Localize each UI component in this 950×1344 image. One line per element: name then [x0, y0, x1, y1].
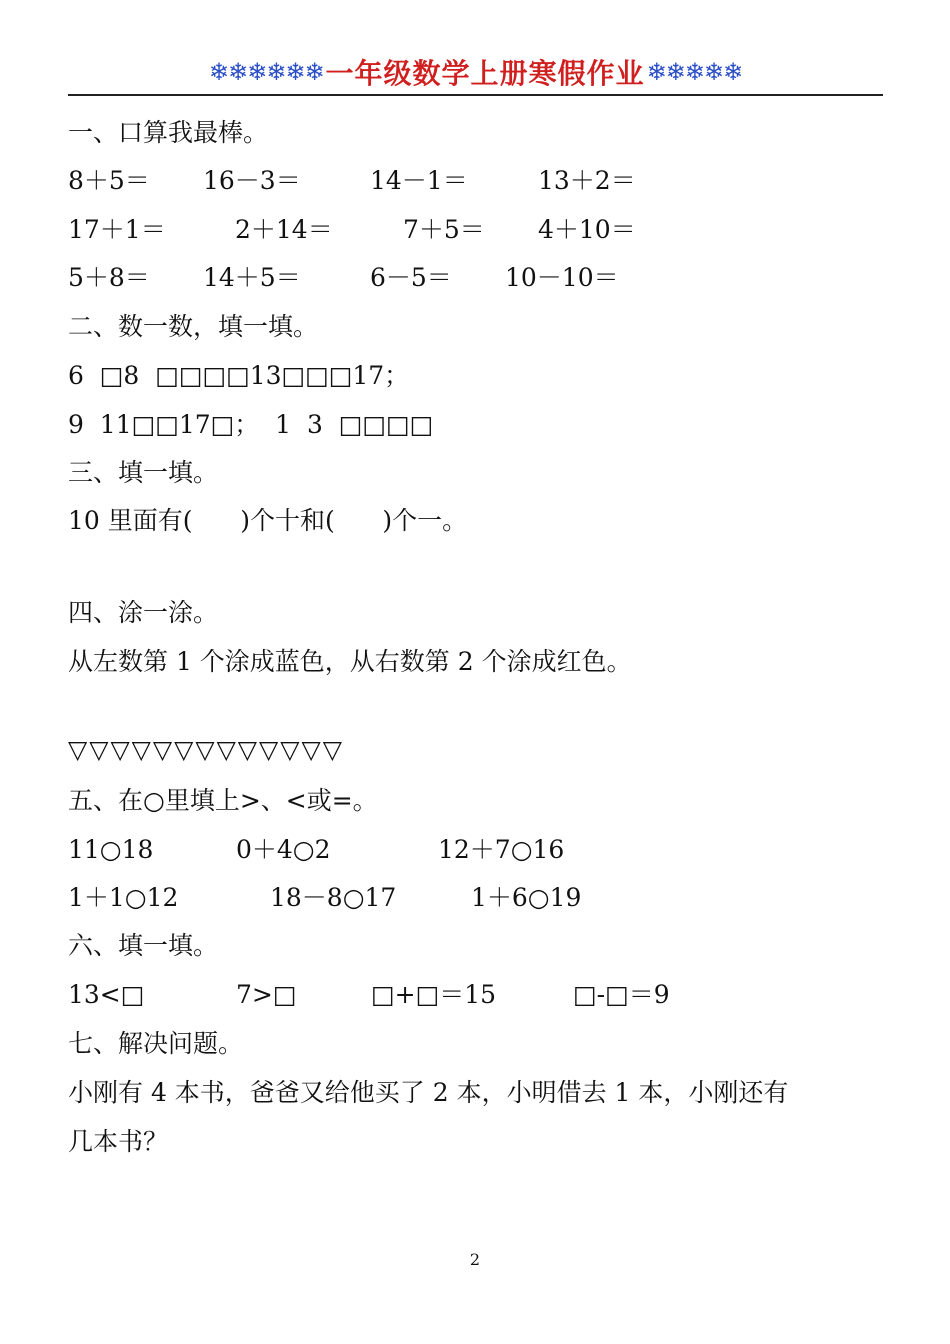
compare-problem: 11○18 [68, 835, 154, 864]
section-1-row-2 [68, 217, 883, 245]
fill-problem: □-□＝9 [573, 980, 670, 1009]
section-6-title: 六、填一填。 [68, 931, 219, 960]
section-1-title: 一、口算我最棒。 [68, 118, 269, 147]
problem: 14－1＝ [370, 166, 468, 195]
section-2-line-1: 6 □8 □□□□13□□□17； [68, 361, 410, 390]
section-7-line-1: 小刚有 4 本书，爸爸又给他买了 2 本，小明借去 1 本，小刚还有 [68, 1078, 789, 1107]
section-4-instruction: 从左数第 1 个涂成蓝色，从右数第 2 个涂成红色。 [68, 647, 632, 676]
section-7-line-2: 几本书？ [68, 1127, 169, 1156]
page-header [68, 50, 883, 96]
page-number: 2 [469, 1250, 481, 1269]
section-2-title: 二、数一数，填一填。 [68, 312, 319, 341]
fill-problem: 13<□ [68, 980, 145, 1009]
section-6-row-1 [68, 982, 883, 1010]
problem: 2＋14＝ [235, 215, 333, 244]
page-title: 一年级数学上册寒假作业 [325, 57, 645, 90]
snowflake-decoration-right: ❄❄❄❄❄ [646, 58, 743, 86]
snowflake-decoration-left: ❄❄❄❄❄❄ [208, 58, 324, 86]
problem: 8＋5＝ [68, 166, 150, 195]
problem: 10－10＝ [505, 263, 619, 292]
section-5-row-1 [68, 837, 883, 865]
problem: 6－5＝ [370, 263, 452, 292]
section-1-row-1 [68, 168, 883, 196]
compare-problem: 1＋1○12 [68, 883, 179, 912]
fill-problem: □+□＝15 [371, 980, 497, 1009]
problem: 13＋2＝ [538, 166, 636, 195]
section-5-title: 五、在○里填上>、<或=。 [68, 786, 378, 815]
compare-problem: 1＋6○19 [471, 883, 582, 912]
problem: 16－3＝ [203, 166, 301, 195]
section-5-row-2 [68, 885, 883, 913]
compare-problem: 12＋7○16 [438, 835, 565, 864]
section-4-title: 四、涂一涂。 [68, 598, 219, 627]
section-2-line-2: 9 11□□17□； 1 3 □□□□ [68, 410, 434, 439]
problem: 4＋10＝ [538, 215, 636, 244]
section-7-title: 七、解决问题。 [68, 1029, 244, 1058]
section-3-title: 三、填一填。 [68, 458, 219, 487]
section-3-line-1: 10 里面有( )个十和( )个一。 [68, 506, 468, 535]
triangle-row: ▽▽▽▽▽▽▽▽▽▽▽▽▽ [68, 735, 344, 764]
fill-problem: 7>□ [236, 980, 297, 1009]
problem: 17＋1＝ [68, 215, 166, 244]
problem: 7＋5＝ [403, 215, 485, 244]
compare-problem: 0＋4○2 [236, 835, 331, 864]
problem: 5＋8＝ [68, 263, 150, 292]
compare-problem: 18－8○17 [270, 883, 397, 912]
section-1-row-3 [68, 265, 883, 293]
problem: 14＋5＝ [203, 263, 301, 292]
